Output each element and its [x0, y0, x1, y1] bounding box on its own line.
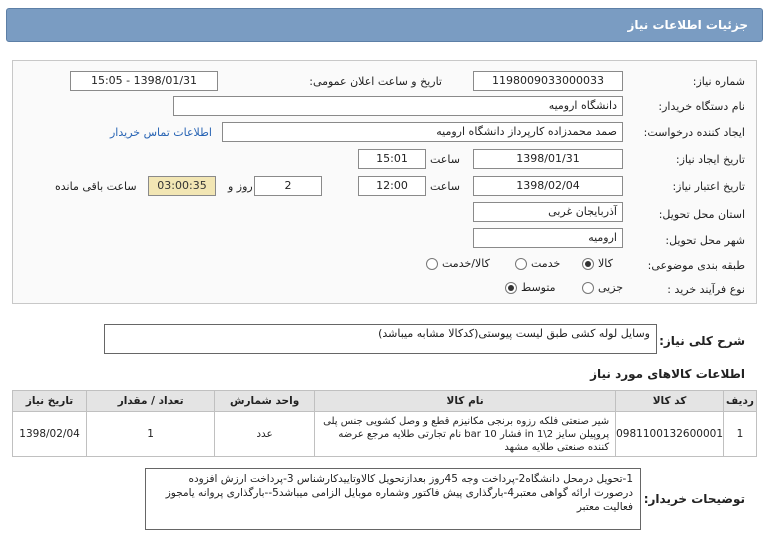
process-option-medium[interactable] — [505, 281, 556, 294]
general-desc-label: شرح کلی نیاز: — [659, 334, 745, 348]
city-field[interactable]: ارومیه — [473, 228, 623, 248]
table-row[interactable] — [13, 412, 757, 457]
cell-unit: عدد — [215, 412, 315, 457]
category-option-both[interactable] — [426, 257, 490, 270]
cell-index: 1 — [724, 412, 757, 457]
col-header-unit: واحد شمارش — [215, 391, 315, 412]
radio-selected-icon[interactable] — [505, 282, 517, 294]
requester-field[interactable]: صمد محمدزاده کارپرداز دانشگاه ارومیه — [222, 122, 623, 142]
category-option-goods-label: کالا — [598, 257, 613, 270]
process-option-minor-label: جزیی — [598, 281, 624, 294]
province-field[interactable]: آذربایجان غربی — [473, 202, 623, 222]
radio-selected-icon[interactable] — [582, 258, 594, 270]
cell-code: 0981100132600001 — [616, 412, 724, 457]
announce-field[interactable]: 1398/01/31 - 15:05 — [70, 71, 218, 91]
category-option-both-label: کالا/خدمت — [442, 257, 490, 270]
created-time-label: ساعت — [430, 153, 460, 166]
buyer-notes-text: 1-تحویل درمحل دانشگاه2-پرداخت وجه 45روز بعدازتحویل کالاوتاییدکارشناس 3-پرداخت ارزش افزوده درصورت ارائه گواهی معتبر4-بارگذاری پیش فاکتور وشماره موبایل الزامی میباشد5--بارگذاری پروانه یامجوز فعالیت معتبر — [165, 473, 633, 513]
remaining-time-field: 03:00:35 — [148, 176, 216, 196]
process-option-minor[interactable] — [582, 281, 623, 294]
validity-time-label: ساعت — [430, 180, 460, 193]
items-section-title: اطلاعات کالاهای مورد نیاز — [590, 367, 745, 381]
table-header-row — [13, 391, 757, 412]
category-option-service[interactable] — [515, 257, 560, 270]
general-desc-field[interactable] — [104, 324, 657, 354]
remaining-label: ساعت باقی مانده — [55, 180, 137, 193]
province-label: استان محل تحویل: — [658, 208, 745, 221]
col-header-date: تاریخ نیاز — [13, 391, 87, 412]
created-time-field[interactable]: 15:01 — [358, 149, 426, 169]
cell-name: شیر صنعتی فلکه رزوه برنجی مکانیزم قطع و وصل کشویی جنس پلی پروپیلن سایز 2\1 in فشار 10 bar نام تجارتی طلایه مرجع عرضه کننده صنعتی طلایه مشهد — [315, 412, 616, 457]
days-label: روز و — [228, 180, 253, 193]
col-header-code: کد کالا — [616, 391, 724, 412]
need-number-label: شماره نیاز: — [692, 75, 745, 88]
category-option-goods[interactable] — [582, 257, 613, 270]
announce-label: تاریخ و ساعت اعلان عمومی: — [309, 75, 442, 88]
col-header-name: نام کالا — [315, 391, 616, 412]
items-table — [12, 390, 757, 457]
requester-label: ایجاد کننده درخواست: — [643, 126, 745, 139]
validity-date-field[interactable]: 1398/02/04 — [473, 176, 623, 196]
general-desc-text: وسایل لوله کشی طبق لیست پیوستی(کدکالا مشابه میباشد) — [378, 327, 650, 340]
created-date-label: تاریخ ایجاد نیاز: — [675, 153, 745, 166]
buyer-notes-field[interactable] — [145, 468, 641, 530]
process-option-medium-label: متوسط — [521, 281, 556, 294]
radio-icon[interactable] — [515, 258, 527, 270]
radio-icon[interactable] — [426, 258, 438, 270]
col-header-index: ردیف — [724, 391, 757, 412]
contact-info-link[interactable]: اطلاعات تماس خریدار — [110, 126, 212, 139]
radio-icon[interactable] — [582, 282, 594, 294]
validity-date-label: تاریخ اعتبار نیاز: — [672, 180, 745, 193]
page-title: جزئیات اطلاعات نیاز — [627, 18, 748, 32]
col-header-qty: تعداد / مقدار — [87, 391, 215, 412]
cell-date: 1398/02/04 — [13, 412, 87, 457]
days-field[interactable]: 2 — [254, 176, 322, 196]
buyer-notes-label: توضیحات خریدار: — [643, 492, 745, 506]
buyer-org-field[interactable]: دانشگاه ارومیه — [173, 96, 623, 116]
validity-time-field[interactable]: 12:00 — [358, 176, 426, 196]
cell-qty: 1 — [87, 412, 215, 457]
category-option-service-label: خدمت — [531, 257, 561, 270]
process-label: نوع فرآیند خرید : — [667, 283, 745, 296]
category-label: طبقه بندی موضوعی: — [647, 259, 745, 272]
city-label: شهر محل تحویل: — [665, 234, 745, 247]
created-date-field[interactable]: 1398/01/31 — [473, 149, 623, 169]
buyer-org-label: نام دستگاه خریدار: — [658, 100, 745, 113]
page-title-bar — [6, 8, 763, 42]
need-number-field[interactable]: 1198009033000033 — [473, 71, 623, 91]
